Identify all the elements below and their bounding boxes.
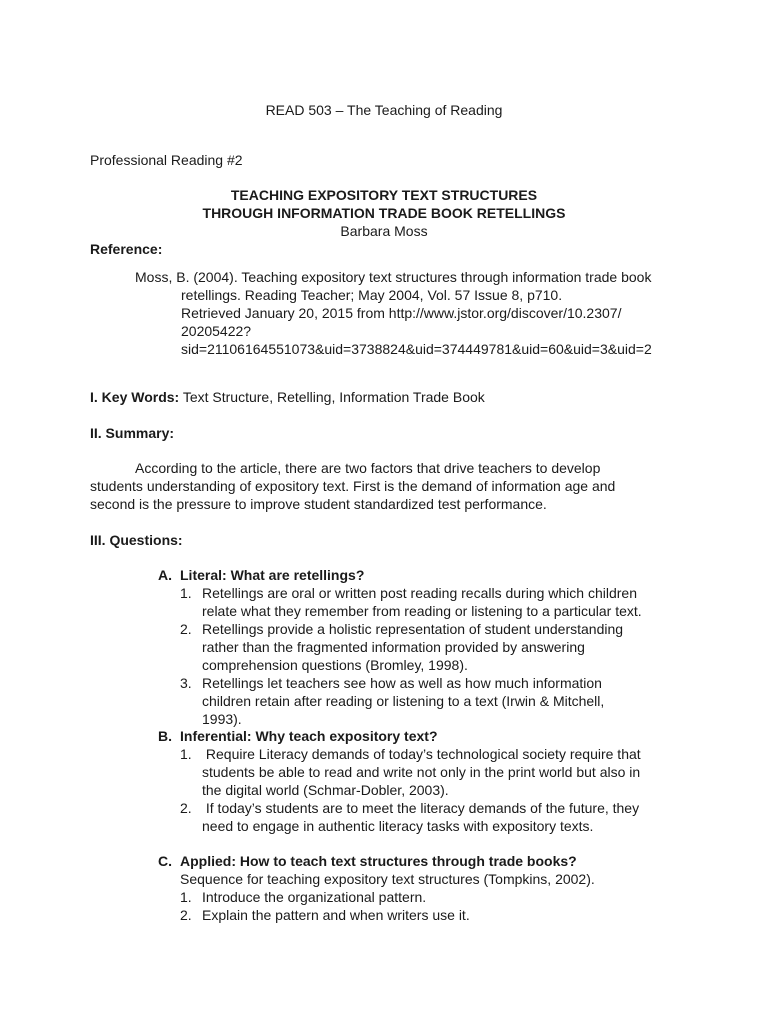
section-letter: A. — [158, 567, 172, 583]
summary-heading: II. Summary: — [90, 425, 175, 441]
article-title-line-1: TEACHING EXPOSITORY TEXT STRUCTURES — [230, 187, 538, 203]
question-section-b: B. Inferential: Why teach expository text? 1. Require Literacy demands of today’s technological society require that students be able to read and write not only in the print world but also in the digital world (Schmar-Dobler, 2003). 2. If today’s students are to meet the literacy demands of the future, they need to engage in authentic literacy tasks with expository texts. — [158, 728, 641, 834]
section-title: Literal: What are retellings? — [180, 567, 365, 583]
reference-line: Retrieved January 20, 2015 from http://www.jstor.org/discover/10.2307/ — [181, 305, 622, 321]
reading-label: Professional Reading #2 — [90, 152, 243, 168]
summary-line: students understanding of expository text. First is the demand of information age and — [90, 478, 616, 494]
list-item: 3. Retellings let teachers see how as well as how much information — [180, 675, 602, 691]
section-letter: B. — [158, 728, 172, 744]
key-words-heading: I. Key Words: — [90, 389, 180, 405]
article-title-line-2: THROUGH INFORMATION TRADE BOOK RETELLINGS — [202, 205, 566, 221]
list-item: 1. Retellings are oral or written post reading recalls during which children — [180, 585, 637, 601]
article-author: Barbara Moss — [340, 223, 428, 239]
reference-citation — [135, 268, 652, 358]
summary-line: second is the pressure to improve student standardized test performance. — [90, 496, 547, 512]
reference-line: 20205422? — [181, 323, 252, 339]
key-words-text: Text Structure, Retelling, Information Trade Book — [179, 389, 485, 405]
summary-paragraph — [90, 459, 615, 513]
question-section-a: A. Literal: What are retellings? 1. Retellings are oral or written post reading recalls during which children relate what they remember from reading or listening to a particular text. 2. Retellings provide a holistic representation of student understanding rather than the fragmented information provided by answering comprehension questions (Bromley, 1998). 3. Retellings let teachers see how as well as how much information children retain after reading or listening to a text (Irwin & Mitchell, 1993). — [158, 567, 642, 727]
section-letter: C. — [158, 853, 172, 869]
list-item: 2. If today’s students are to meet the literacy demands of the future, they — [180, 800, 640, 816]
section-title: Inferential: Why teach expository text? — [180, 728, 438, 744]
reference-heading: Reference: — [90, 241, 163, 257]
section-title: Applied: How to teach text structures through trade books? — [180, 853, 577, 869]
questions-heading: III. Questions: — [90, 532, 183, 548]
key-words — [90, 388, 485, 406]
summary-line: According to the article, there are two factors that drive teachers to develop — [135, 460, 601, 476]
question-section-c — [158, 852, 595, 924]
list-item: 2. Explain the pattern and when writers use it. — [180, 907, 470, 923]
section-intro: Sequence for teaching expository text structures (Tompkins, 2002). — [180, 871, 595, 887]
list-item: 1. Introduce the organizational pattern. — [180, 889, 427, 905]
list-item: 1. Require Literacy demands of today’s technological society require that — [180, 746, 641, 762]
reference-line: Moss, B. (2004). Teaching expository text structures through information trade book — [135, 269, 652, 285]
list-item: 2. Retellings provide a holistic representation of student understanding — [180, 621, 624, 637]
reference-line: retellings. Reading Teacher; May 2004, Vol. 57 Issue 8, p710. — [181, 287, 563, 303]
course-title: READ 503 – The Teaching of Reading — [265, 102, 503, 118]
reference-line: sid=21106164551073&uid=3738824&uid=374449781&uid=60&uid=3&uid=2 — [181, 341, 652, 357]
